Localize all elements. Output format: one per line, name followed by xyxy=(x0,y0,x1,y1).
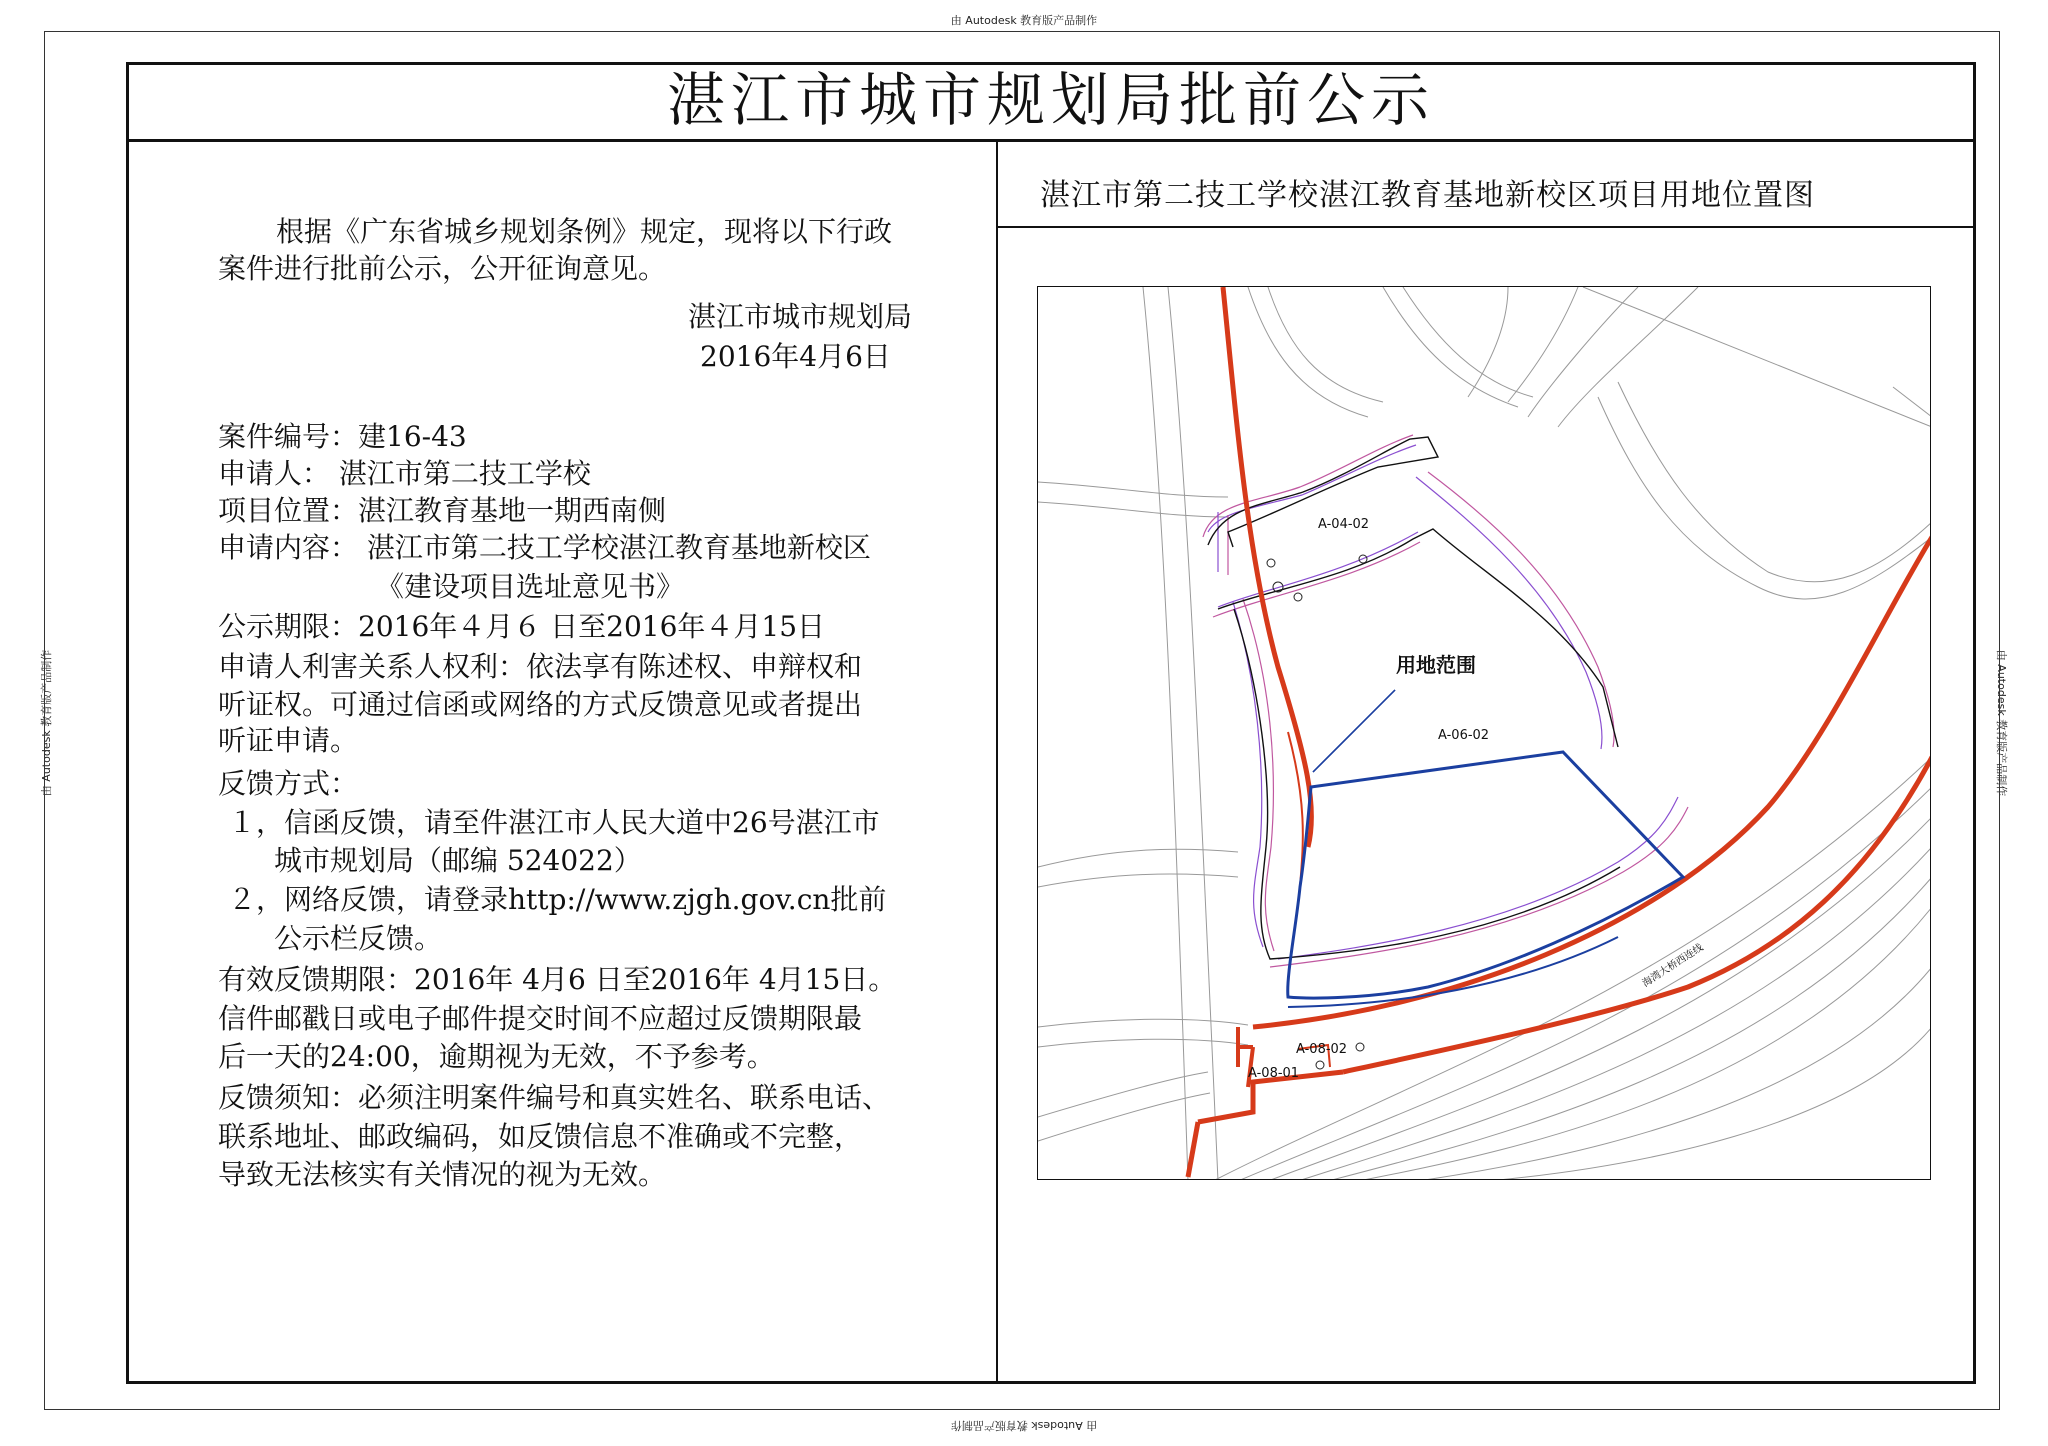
map-title: 湛江市第二技工学校湛江教育基地新校区项目用地位置图 xyxy=(1040,178,1815,213)
application-content-line-2: 《建设项目选址意见书》 xyxy=(376,570,685,603)
case-number: 案件编号：建16-43 xyxy=(218,420,467,453)
site-range-label: 用地范围 xyxy=(1396,653,1476,677)
intro-line-1: 根据《广东省城乡规划条例》规定，现将以下行政 xyxy=(276,215,893,248)
feedback-web-line-2: 公示栏反馈。 xyxy=(274,922,443,955)
watermark-top: 由 Autodesk 教育版产品制作 xyxy=(950,14,1098,27)
parcel-label-a0602: A-06-02 xyxy=(1438,728,1490,743)
map-title-divider xyxy=(998,226,1973,228)
parcel-label-a0801: A-08-01 xyxy=(1248,1066,1300,1081)
watermark-bottom: 由 Autodesk 教育版产品制作 xyxy=(950,1419,1098,1432)
column-divider xyxy=(996,142,998,1382)
watermark-left: 由 Autodesk 教育版产品制作 xyxy=(40,649,53,797)
location-map xyxy=(1037,286,1931,1180)
parcel-label-a0802: A-08-02 xyxy=(1296,1042,1348,1057)
feedback-letter-line-2: 城市规划局（邮编 524022） xyxy=(274,844,642,877)
notes-line-2: 联系地址、邮政编码，如反馈信息不准确或不完整， xyxy=(218,1120,863,1153)
rights-line-2: 听证权。可通过信函或网络的方式反馈意见或者提出 xyxy=(218,688,863,721)
publicity-period: 公示期限：2016年４月６ 日至2016年４月15日 xyxy=(218,610,826,643)
application-content-line-1: 申请内容： 湛江市第二技工学校湛江教育基地新校区 xyxy=(218,531,871,564)
postmark-line-2: 后一天的24:00，逾期视为无效，不予参考。 xyxy=(218,1040,775,1073)
applicant: 申请人： 湛江市第二技工学校 xyxy=(218,457,591,490)
title-divider xyxy=(126,139,1976,142)
page-title: 湛江市城市规划局批前公示 xyxy=(666,66,1435,134)
watermark-right: 由 Autodesk 教育版产品制作 xyxy=(1995,649,2008,797)
notes-line-1: 反馈须知：必须注明案件编号和真实姓名、联系电话、 xyxy=(218,1081,891,1114)
map-markers xyxy=(1267,555,1367,1069)
block-boundaries xyxy=(1208,437,1620,959)
rights-line-3: 听证申请。 xyxy=(218,724,359,757)
notes-line-3: 导致无法核实有关情况的视为无效。 xyxy=(218,1158,667,1191)
site-boundary xyxy=(1288,752,1683,1007)
parcel-label-a0402: A-04-02 xyxy=(1318,517,1370,532)
feedback-letter-line-1: １，信函反馈，请至件湛江市人民大道中26号湛江市 xyxy=(228,806,880,839)
parcel-edges xyxy=(1203,435,1688,967)
issuer-name: 湛江市城市规划局 xyxy=(688,300,913,333)
issue-date: 2016年4月6日 xyxy=(700,340,891,373)
road-name-label: 海湾大桥西连线 xyxy=(1640,942,1706,990)
feedback-web-line-1: ２，网络反馈，请登录http://www.zjgh.gov.cn批前 xyxy=(228,883,887,916)
postmark-line-1: 信件邮戳日或电子邮件提交时间不应超过反馈期限最 xyxy=(218,1002,863,1035)
valid-feedback-period: 有效反馈期限：2016年 4月6 日至2016年 4月15日。 xyxy=(218,963,897,996)
project-location: 项目位置：湛江教育基地一期西南侧 xyxy=(218,494,667,527)
feedback-heading: 反馈方式： xyxy=(218,767,359,800)
intro-line-2: 案件进行批前公示，公开征询意见。 xyxy=(218,252,667,285)
rights-line-1: 申请人利害关系人权利：依法享有陈述权、申辩权和 xyxy=(218,650,863,683)
